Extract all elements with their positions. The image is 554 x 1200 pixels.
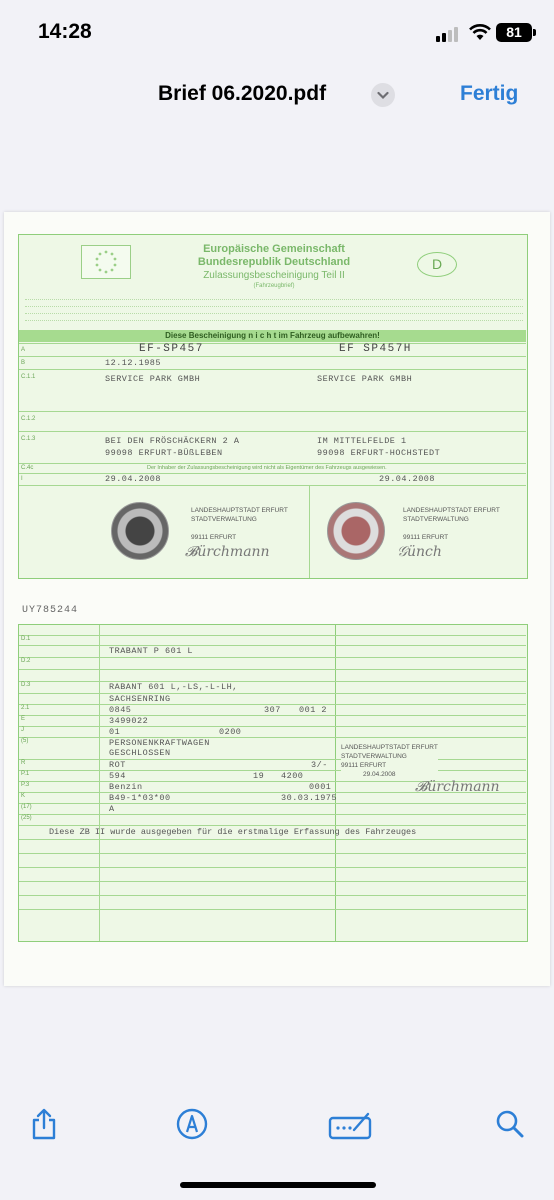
emission-class: A: [109, 804, 115, 814]
fuel-type: Benzin: [109, 782, 143, 792]
signature-lower: 𝓑ürchmann: [415, 779, 500, 795]
rpm: 4200: [281, 771, 304, 781]
first-registration: 30.03.1975: [281, 793, 338, 803]
home-indicator[interactable]: [180, 1182, 376, 1188]
address-new-street: IM MITTELFELDE 1: [317, 436, 407, 446]
header-eu: Europäische Gemeinschaft: [203, 243, 345, 255]
vehicle-type-code: RABANT 601 L,-LS,-L-LH,: [109, 682, 238, 692]
signature-icon: [328, 1106, 374, 1142]
issue-date-new: 29.04.2008: [379, 474, 436, 484]
authority-new: LANDESHAUPTSTADT ERFURT STADTVERWALTUNG 99111 ERFURT: [403, 507, 500, 541]
clock: 14:28: [38, 20, 92, 43]
header-document: Zulassungsbescheinigung Teil II: [203, 270, 345, 281]
row-address: C.1.3 BEI DEN FRÖSCHÄCKERN 2 A 99098 ERFURT-BÜßLEBEN IM MITTELFELDE 1 99098 ERFURT-HOCHSTEDT: [19, 431, 526, 463]
battery-indicator: 81: [496, 23, 532, 42]
signature-button[interactable]: [328, 1106, 374, 1142]
title-menu-button[interactable]: [371, 83, 395, 107]
owner-note: Der Inhaber der Zulassungsbescheinigung wird nicht als Eigentümer des Fahrzeugs ausgewiesen.: [147, 465, 387, 471]
plate-old: EF-SP457: [139, 343, 204, 355]
done-button[interactable]: Fertig: [460, 82, 519, 105]
code-23: 001 2: [299, 705, 328, 715]
thuringia-seal-icon: [111, 502, 169, 560]
markup-button[interactable]: [174, 1106, 210, 1142]
authority-old: LANDESHAUPTSTADT ERFURT STADTVERWALTUNG 99111 ERFURT: [191, 507, 288, 541]
wifi-icon: [468, 22, 492, 42]
power: 19: [253, 771, 265, 781]
row-date: B 12.12.1985: [19, 356, 526, 369]
row-plate: A EF-SP457 EF SP457H: [19, 343, 526, 355]
header-country: Bundesrepublik Deutschland: [197, 256, 351, 268]
vehicle-class: PERSONENKRAFTWAGEN: [109, 738, 210, 748]
code-21: 0845: [109, 705, 132, 715]
displacement: 594: [109, 771, 126, 781]
tire-code: B49-1*03*00: [109, 793, 171, 803]
vehicle-data-section: D.1 TRABANT P 601 L D.2 D.3 RABANT 601 L,-LS,-L-LH, SACHSENRING 2.1 0845 307 001 2 E 3499022 J 01 0200 (5) PERSONENKRAFTWAGEN GESCHLOSSEN R ROT 3/- P.1 594 19 4200 P.3 Benzin 0001 K B49-1*03*00 30.03.1975 (17) A (25) Diese ZB II wurde ausgegeben für die erstmalige Erfassung des Fahrzeuges LANDESHAUPTSTADT ERFURT STADTVERWALTUNG 99111 ERFURT 29.04.2008 𝓑ürchmann: [18, 624, 528, 942]
document-serial: UY785244: [22, 605, 79, 616]
cellular-signal-icon: [436, 26, 462, 42]
pdf-page[interactable]: [4, 212, 550, 986]
share-button[interactable]: [26, 1106, 62, 1142]
manufacturer: SACHSENRING: [109, 694, 171, 704]
address-old-city: 99098 ERFURT-BÜßLEBEN: [105, 448, 223, 458]
country-code: D: [417, 252, 457, 277]
nav-bar: [0, 70, 554, 120]
search-button[interactable]: [492, 1106, 528, 1142]
row-note: C.4c Der Inhaber der Zulassungsbescheinigung wird nicht als Eigentümer des Fahrzeugs ausgewiesen.: [19, 463, 526, 473]
bottom-toolbar: [0, 1090, 554, 1160]
document-title[interactable]: Brief 06.2020.pdf: [158, 82, 327, 105]
address-old-street: BEI DEN FRÖSCHÄCKERN 2 A: [105, 436, 240, 446]
search-icon: [492, 1106, 528, 1142]
vehicle-id: 3499022: [109, 716, 149, 726]
fuel-code: 0001: [309, 782, 332, 792]
authority-stamp-2: LANDESHAUPTSTADT ERFURT STADTVERWALTUNG 99111 ERFURT 29.04.2008: [341, 744, 438, 778]
header-subtitle: (Fahrzeugbrief): [253, 283, 295, 289]
markup-pen-icon: [174, 1106, 210, 1142]
signature-old: 𝓑ürchmann: [185, 544, 270, 560]
holder-old: SERVICE PARK GMBH: [105, 374, 201, 384]
fine-print: [25, 293, 523, 321]
registration-certificate-top: [18, 234, 528, 579]
address-new-city: 99098 ERFURT-HOCHSTEDT: [317, 448, 441, 458]
share-icon: [26, 1106, 62, 1142]
row-stamps: [19, 485, 526, 578]
row-issue: I 29.04.2008 29.04.2008: [19, 473, 526, 485]
class-code-2: 0200: [219, 727, 242, 737]
holder-new: SERVICE PARK GMBH: [317, 374, 413, 384]
chevron-down-icon: [371, 83, 395, 107]
signature-new: 𝒢ünch: [397, 544, 442, 560]
class-code: 01: [109, 727, 121, 737]
issue-date-old: 29.04.2008: [105, 474, 162, 484]
row-c12: C.1.2: [19, 411, 526, 431]
vehicle-color: ROT: [109, 760, 126, 770]
plate-new: EF SP457H: [339, 343, 412, 355]
vehicle-model: TRABANT P 601 L: [109, 646, 194, 656]
code-22: 307: [264, 705, 281, 715]
vehicle-body: GESCHLOSSEN: [109, 748, 171, 758]
warning-banner: Diese Bescheinigung n i c h t im Fahrzeug aufbewahren!: [19, 330, 526, 342]
row-holder: C.1.1 SERVICE PARK GMBH SERVICE PARK GMBH: [19, 369, 526, 411]
seats: 3/-: [311, 760, 328, 770]
issue-remark: Diese ZB II wurde ausgegeben für die erstmalige Erfassung des Fahrzeuges: [49, 827, 417, 837]
status-bar: [0, 0, 554, 66]
thuringia-seal-red-icon: [327, 502, 385, 560]
registration-date: 12.12.1985: [105, 358, 162, 368]
